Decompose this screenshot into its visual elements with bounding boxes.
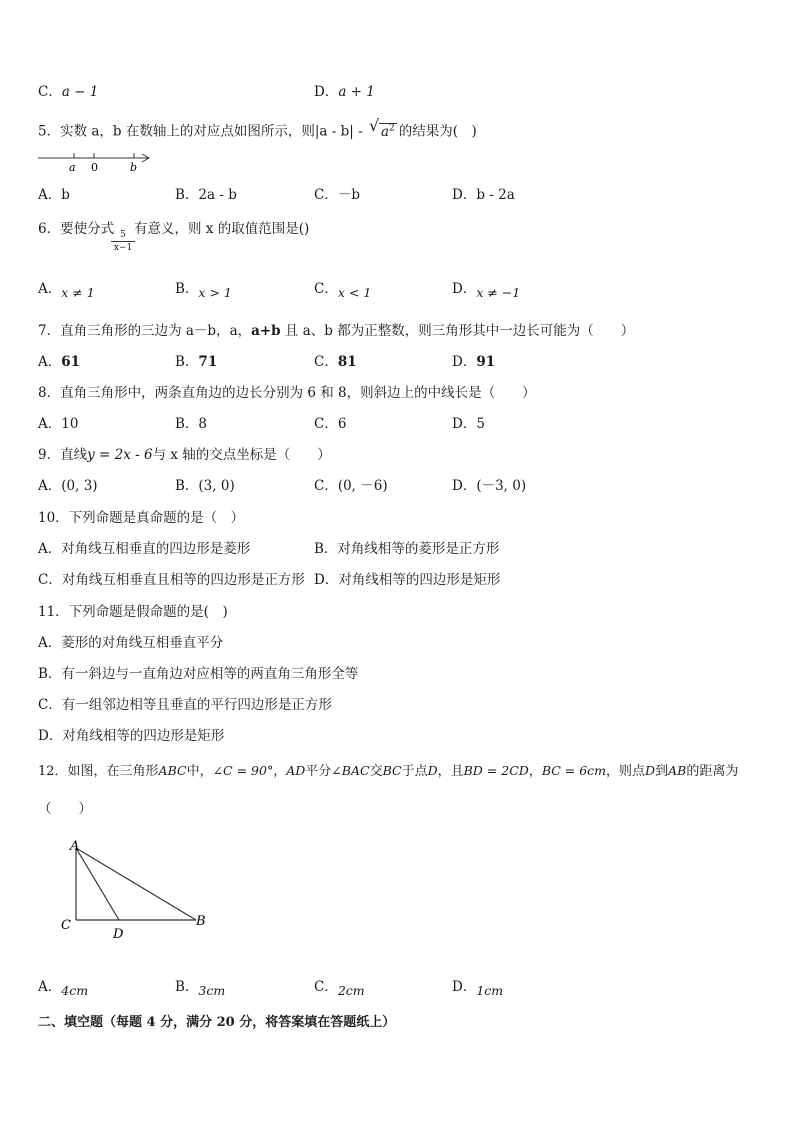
- q10-option-b: B．对角线相等的菱形是正方形: [314, 541, 500, 557]
- triangle-figure: [56, 836, 216, 946]
- q12-stem: 12．如图，在三角形ABC中，∠C = 90°，AD平分∠BAC交BC于点D，且BD = 2CD，BC = 6cm，则点D到AB的距离为: [38, 763, 739, 779]
- q8-option-a: A．10: [38, 416, 79, 432]
- sqrt-expression: √ $a^2$: [368, 116, 395, 140]
- q8-option-c: C．6: [314, 416, 347, 432]
- q6-option-b: B．x > 1: [175, 281, 232, 300]
- vertex-label-d: D: [113, 927, 124, 942]
- q6-option-c: C．x < 1: [314, 281, 372, 300]
- q7-option-d: D．91: [452, 354, 496, 370]
- q12-option-b: B．3cm: [175, 979, 226, 998]
- q6-fraction: 5 x−1: [111, 230, 135, 253]
- vertex-label-c: C: [61, 918, 71, 933]
- q10-stem: 10．下列命题是真命题的是（ ）: [38, 510, 245, 526]
- q12-option-a: A．4cm: [38, 979, 89, 998]
- q8-stem: 8．直角三角形中，两条直角边的边长分别为 6 和 8，则斜边上的中线长是（ ）: [38, 385, 536, 401]
- number-line-figure: [36, 148, 156, 176]
- q10-option-c: C．对角线互相垂直且相等的四边形是正方形: [38, 572, 305, 588]
- q12-option-d: D．1cm: [452, 979, 504, 998]
- q5-option-b: B．2a - b: [175, 187, 237, 203]
- q11-option-d: D．对角线相等的四边形是矩形: [38, 728, 225, 744]
- q8-option-d: D．5: [452, 416, 485, 432]
- q7-option-b: B．71: [175, 354, 218, 370]
- q5-option-a: A．b: [38, 187, 70, 203]
- q4-option-c: C．a − 1: [38, 84, 99, 100]
- q6-option-a: A．x ≠ 1: [38, 281, 95, 300]
- q9-option-d: D．(－3, 0): [452, 478, 527, 494]
- vertex-label-b: B: [196, 914, 206, 929]
- q11-option-b: B．有一斜边与一直角边对应相等的两直角三角形全等: [38, 666, 359, 682]
- q9-stem: 9．直线y = 2x - 6与 x 轴的交点坐标是（ ）: [38, 447, 331, 463]
- q11-option-a: A．菱形的对角线互相垂直平分: [38, 635, 224, 651]
- q10-option-a: A．对角线互相垂直的四边形是菱形: [38, 541, 251, 557]
- q11-option-c: C．有一组邻边相等且垂直的平行四边形是正方形: [38, 697, 332, 713]
- vertex-label-a: A: [70, 839, 80, 854]
- q7-stem: 7．直角三角形的三边为 a－b，a，a+b 且 a、b 都为正整数，则三角形其中一边长可能为（ ）: [38, 323, 635, 339]
- q10-option-d: D．对角线相等的四边形是矩形: [314, 572, 501, 588]
- q6-stem-post: 有意义，则 x 的取值范围是(): [134, 221, 310, 237]
- q9-option-a: A．(0, 3): [38, 478, 98, 494]
- q8-option-b: B．8: [175, 416, 208, 432]
- q5-option-d: D．b - 2a: [452, 187, 515, 203]
- q4-option-d: D．a + 1: [314, 84, 375, 100]
- q6-option-d: D．x ≠ −1: [452, 281, 521, 300]
- q9-option-c: C．(0, －6): [314, 478, 388, 494]
- section-title: 二、填空题（每题 4 分，满分 20 分，将答案填在答题纸上）: [38, 1015, 396, 1030]
- axis-label-a: a: [69, 161, 76, 174]
- q9-option-b: B．(3, 0): [175, 478, 235, 494]
- q5-option-c: C．－b: [314, 187, 360, 203]
- q12-stem-line2: （ ）: [38, 801, 92, 817]
- q12-option-c: C．2cm: [314, 979, 365, 998]
- axis-label-0: 0: [91, 161, 98, 174]
- q7-option-a: A．61: [38, 354, 81, 370]
- q7-option-c: C．81: [314, 354, 357, 370]
- q5-stem: 5．实数 a，b 在数轴上的对应点如图所示，则|a - b| - √ $a^2$ 的结果为( ): [38, 116, 477, 140]
- q6-stem-pre: 6．要使分式: [38, 221, 115, 237]
- axis-label-b: b: [130, 161, 138, 174]
- q11-stem: 11．下列命题是假命题的是( ): [38, 604, 228, 620]
